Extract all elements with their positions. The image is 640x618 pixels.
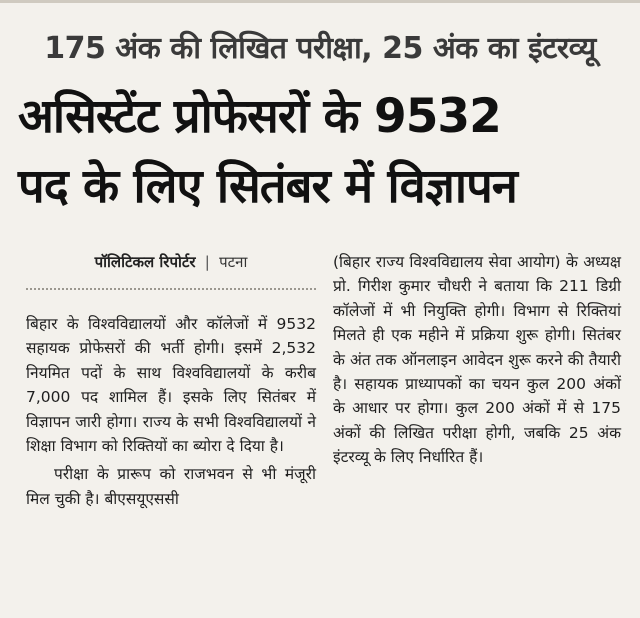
headline-line-1: असिस्टेंट प्रोफेसरों के 9532 [18, 89, 501, 144]
top-rule [0, 0, 640, 3]
byline-separator: | [204, 253, 210, 271]
byline-city: पटना [219, 253, 248, 271]
kicker-subheading: 175 अंक की लिखित परीक्षा, 25 अंक का इंटरव्यू [44, 31, 596, 66]
article-paragraph-1: बिहार के विश्वविद्यालयों और कॉलेजों में 9532 सहायक प्रोफेसरों की भर्ती होगी। इसमें 2,532 नियमित पदों के साथ विश्वविद्यालयों के करीब 7,000 पद शामिल हैं। इसके लिए सितंबर में विज्ञापन जारी होगा। राज्य के सभी विश्वविद्यालयों ने शिक्षा विभाग को रिक्तियों का ब्योरा दे दिया है। [26, 315, 316, 456]
byline [26, 250, 316, 280]
byline-divider [26, 288, 316, 290]
byline-reporter: पॉलिटिकल रिपोर्टर [94, 253, 196, 271]
headline [18, 82, 628, 222]
article-column-right [333, 250, 621, 470]
headline-line-2: पद के लिए सितंबर में विज्ञापन [18, 159, 517, 214]
article-column-left [26, 250, 316, 511]
article-paragraph-3: (बिहार राज्य विश्वविद्यालय सेवा आयोग) के अध्यक्ष प्रो. गिरीश कुमार चौधरी ने बताया कि 211 डिग्री कॉलेजों में भी नियुक्ति होगी। विभाग से रिक्तियां मिलते ही एक महीने में प्रक्रिया शुरू होगी। सितंबर के अंत तक ऑनलाइन आवेदन शुरू करने की तैयारी है। सहायक प्राध्यापकों का चयन कुल 200 अंकों के आधार पर होगा। कुल 200 अंकों में से 175 अंकों की लिखित परीक्षा होगी, जबकि 25 अंक इंटरव्यू के लिए निर्धारित हैं। [333, 253, 621, 467]
article-paragraph-2: परीक्षा के प्रारूप को राजभवन से भी मंजूरी मिल चुकी है। बीएसयूएससी [26, 465, 316, 508]
